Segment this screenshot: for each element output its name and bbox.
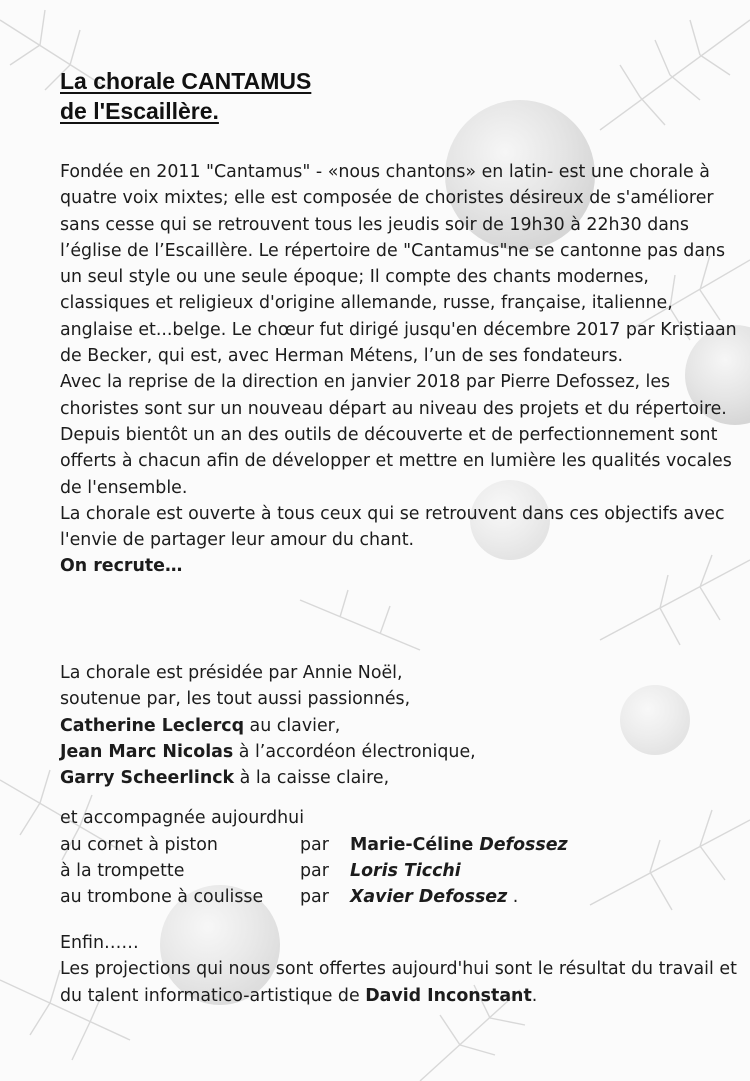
guest-par: par [300, 834, 329, 855]
credits-section [60, 660, 720, 911]
guest-par: par [300, 861, 329, 882]
musician-name: Garry Scheerlinck [60, 768, 235, 789]
enfin-line: Enfin…… [60, 933, 139, 953]
guest-row [60, 832, 720, 858]
guest-name: Marie-Céline Defossez [350, 834, 568, 855]
intro-text [60, 159, 740, 580]
musician-line [60, 765, 720, 791]
musician-role: à la caisse claire, [234, 768, 390, 789]
guest-par: par [300, 887, 329, 908]
presided-line: La chorale est présidée par Annie Noël, [60, 663, 403, 683]
recruit-callout: On recrute… [60, 556, 183, 577]
musician-line [60, 739, 720, 765]
intro-paragraph-3: La chorale est ouverte à tous ceux qui se retrouvent dans ces objectifs avec l'envie de partager leur amour du chant. [60, 503, 725, 551]
musician-line [60, 713, 720, 739]
title-line-1: La chorale CANTAMUS [60, 68, 312, 94]
musician-name: Catherine Leclercq [60, 715, 245, 736]
intro-paragraph-1: Fondée en 2011 "Cantamus" - «nous chantons» en latin- est une chorale à quatre voix mixtes; elle est composée de choristes désireux de s'améliorer sans cesse qui se retrouvent tous les jeudis soir de 19h30 à 22h30 dans l’église de l’Escaillère. Le répertoire de "Cantamus"ne se cantonne pas dans un seul style ou une seule époque; Il compte des chants modernes, classiques et religieux d'origine allemande, russe, française, italienne, anglaise et...belge. Le chœur fut dirigé jusqu'en décembre 2017 par Kristiaan de Becker, qui est, avec Herman Métens, l’un de ses fondateurs. [60, 162, 737, 367]
guest-row [60, 884, 720, 910]
musician-role: à l’accordéon électronique, [233, 741, 476, 762]
accompanied-line: et accompagnée aujourdhui [60, 808, 305, 829]
guest-instrument: au cornet à piston [60, 834, 218, 855]
guest-row [60, 858, 720, 884]
ending-section [60, 930, 740, 1009]
guest-name: Xavier Defossez . [350, 887, 519, 908]
guest-instrument: au trombone à coulisse [60, 887, 264, 908]
guest-instrument: à la trompette [60, 861, 185, 882]
guest-name: Loris Ticchi [350, 861, 461, 882]
musician-role: au clavier, [244, 715, 341, 736]
projections-paragraph: Les projections qui nous sont offertes aujourd'hui sont le résultat du travail et du talent informatico-artistique de David Inconstant. [60, 959, 737, 1006]
title-line-2: de l'Escaillère. [60, 98, 219, 124]
supported-line: soutenue par, les tout aussi passionnés, [60, 689, 411, 710]
musician-name: Jean Marc Nicolas [60, 741, 234, 762]
page-title [60, 66, 311, 126]
intro-paragraph-2: Avec la reprise de la direction en janvier 2018 par Pierre Defossez, les choristes sont sur un nouveau départ au niveau des projets et du répertoire. Depuis bientôt un an des outils de découverte et de perfectionnement sont offerts à chacun afin de développer et mettre en lumière les qualités vocales de l'ensemble. [60, 372, 732, 498]
author-name: David Inconstant [365, 985, 532, 1006]
